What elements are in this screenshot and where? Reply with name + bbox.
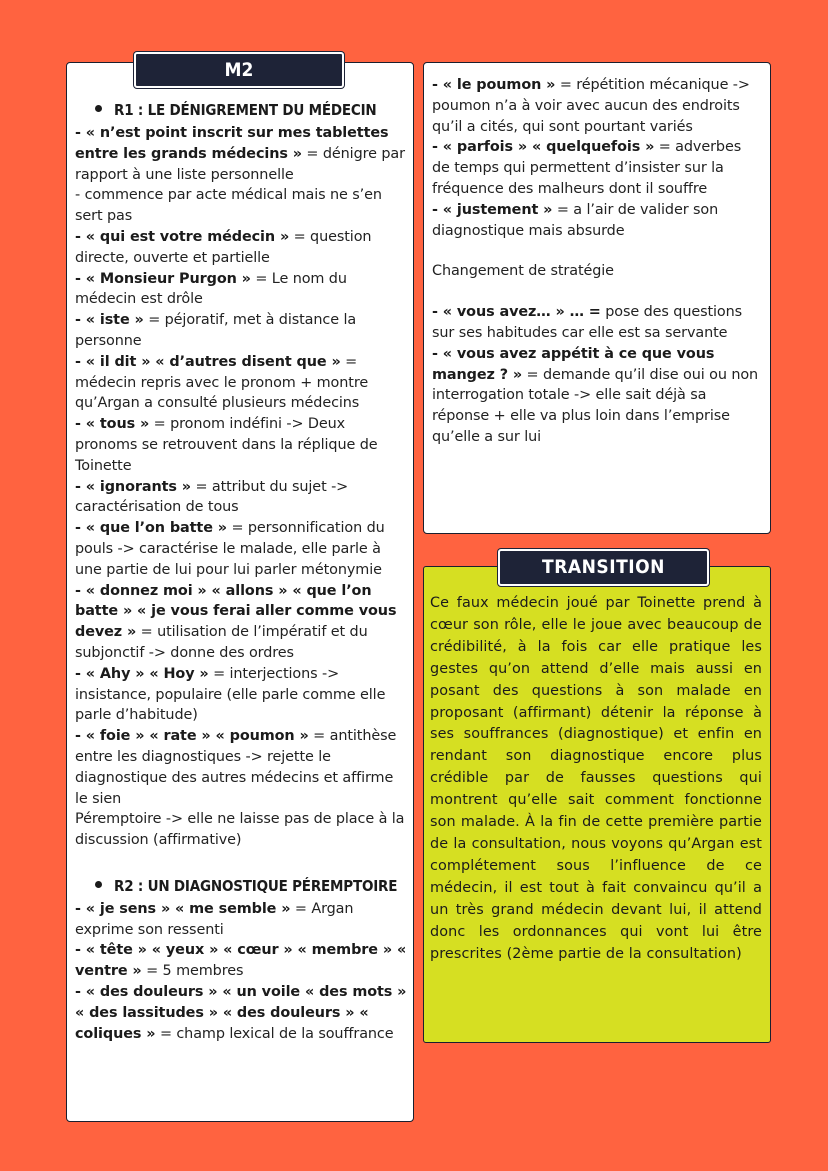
list-item [75, 414, 407, 476]
left-card [66, 62, 414, 1122]
comment-text: = champ lexical de la souffrance [155, 1025, 394, 1042]
comment-text: - commence par acte médical mais ne s’en sert pas [75, 187, 382, 225]
list-item [75, 123, 407, 185]
quote-text: - « vous avez appétit à ce que vous mangez ? » [432, 345, 715, 383]
list-item [432, 137, 762, 199]
quote-text: - « Monsieur Purgon » [75, 270, 251, 287]
quote-text: - « ignorants » [75, 478, 191, 495]
right-list-a [432, 75, 762, 241]
list-item [75, 518, 407, 580]
comment-text: Péremptoire -> elle ne laisse pas de place à la discussion (affirmative) [75, 811, 405, 849]
comment-text: = antithèse entre les diagnostiques -> rejette le diagnostique des autres médecins et affirme le sien [75, 728, 397, 807]
quote-text: - « tous » [75, 416, 150, 433]
quote-text: - « foie » « rate » « poumon » [75, 728, 309, 745]
comment-text: pose des questions sur ses habitudes car elle est sa servante [432, 304, 743, 341]
quote-text: - « il dit » « d’autres disent que » [75, 353, 341, 370]
transition-label: TRANSITION [498, 549, 709, 586]
transition-text: Ce faux médecin joué par Toinette prend à cœur son rôle, elle le joue avec beaucoup de crédibilité, à la fois car elle pratique les gestes qu’on attend d’elle mais aussi en posant des questions à son malade en proposant (affirmant) détenir la réponse à ses souffrances (diagnostique) et enfin en rendant son diagnostique encore plus crédible par de fausses questions qui montrent qu’elle sait comment fonctionne son malade. À la fin de cette première partie de la consultation, nous voyons qu’Argan est complétement sous l’influence de ce médecin, il est tout à fait convaincu qu’il a un très grand médecin devant lui, il attend donc les ordonnances qui vont lui être prescrites (2ème partie de la consultation) [430, 595, 762, 962]
comment-text: = utilisation de l’impératif et du subjonctif -> donne des ordres [75, 624, 368, 661]
list-item [75, 982, 407, 1044]
list-item [75, 310, 407, 352]
list-item [75, 581, 407, 664]
quote-text: - « je sens » « me semble » [75, 900, 291, 917]
comment-text: = personnification du pouls -> caractérise le malade, elle parle à une partie de lui pour lui parler métonymie [75, 520, 385, 578]
quote-text: - « Ahy » « Hoy » [75, 665, 209, 682]
quote-text: - « justement » [432, 201, 553, 218]
quote-text: - « que l’on batte » [75, 520, 227, 537]
r2-list [75, 899, 407, 1045]
list-item [432, 75, 762, 137]
comment-text: = attribut du sujet -> caractérisation de tous [75, 478, 349, 516]
right-card [423, 62, 771, 534]
comment-text: = Argan exprime son ressenti [75, 900, 354, 938]
comment-text: = médecin repris avec le pronom + montre qu’Argan a consulté plusieurs médecins [75, 353, 369, 412]
right-list-b [432, 302, 762, 448]
comment-text: = dénigre par rapport à une liste personnelle [75, 145, 405, 183]
list-item [75, 477, 407, 519]
list-item [75, 227, 407, 269]
list-item [432, 302, 762, 344]
bullet-icon [95, 881, 102, 888]
comment-text: = interjections -> insistance, populaire (elle parle comme elle parle d’habitude) [75, 665, 386, 724]
comment-text: = Le nom du médecin est drôle [75, 270, 347, 308]
r1-list [75, 123, 407, 851]
list-item [75, 899, 407, 941]
comment-text: = demande qu’il dise oui ou non interrogation totale -> elle sait déjà sa réponse + elle va plus loin dans l’emprise qu’elle a sur lui [432, 366, 759, 445]
list-item [75, 269, 407, 311]
list-item [75, 185, 407, 227]
list-item [75, 726, 407, 809]
comment-text: = a l’air de valider son diagnostique mais absurde [432, 201, 719, 239]
quote-text: - « vous avez… » … = [432, 304, 601, 321]
quote-text: - « qui est votre médecin » [75, 228, 290, 245]
comment-text: = 5 membres [141, 963, 244, 980]
comment-text: = pronom indéfini -> Deux pronoms se retrouvent dans la réplique de Toinette [75, 416, 378, 474]
strategy-line: Changement de stratégie [432, 263, 614, 280]
comment-text: = question directe, ouverte et partielle [75, 228, 372, 266]
comment-text: = répétition mécanique -> poumon n’a à voir avec aucun des endroits qu’il a cités, qui sont pourtant variés [432, 77, 750, 135]
quote-text: - « le poumon » [432, 77, 556, 93]
list-item [75, 664, 407, 726]
list-item [75, 940, 407, 982]
comment-text: = péjoratif, met à distance la personne [75, 312, 357, 349]
list-item [432, 200, 762, 242]
list-item [75, 809, 407, 851]
list-item [75, 352, 407, 414]
r1-heading: R1 : LE DÉNIGREMENT DU MÉDECIN [95, 99, 407, 121]
transition-card [423, 566, 771, 1043]
bullet-icon [95, 105, 102, 112]
list-item [432, 344, 762, 448]
quote-text: - « des douleurs » « un voile « des mots » « des lassitudes » « des douleurs » « coliques » [75, 984, 407, 1042]
quote-text: - « n’est point inscrit sur mes tablettes entre les grands médecins » [75, 125, 389, 162]
comment-text: = adverbes de temps qui permettent d’insister sur la fréquence des malheurs dont il souffre [432, 139, 742, 197]
quote-text: - « tête » « yeux » « cœur » « membre » « ventre » [75, 942, 407, 980]
m2-label: M2 [134, 52, 344, 88]
quote-text: - « donnez moi » « allons » « que l’on batte » « je vous ferai aller comme vous devez » [75, 582, 397, 641]
r2-heading: R2 : UN DIAGNOSTIQUE PÉREMPTOIRE [95, 875, 407, 897]
quote-text: - « iste » [75, 312, 144, 329]
quote-text: - « parfois » « quelquefois » [432, 139, 655, 156]
